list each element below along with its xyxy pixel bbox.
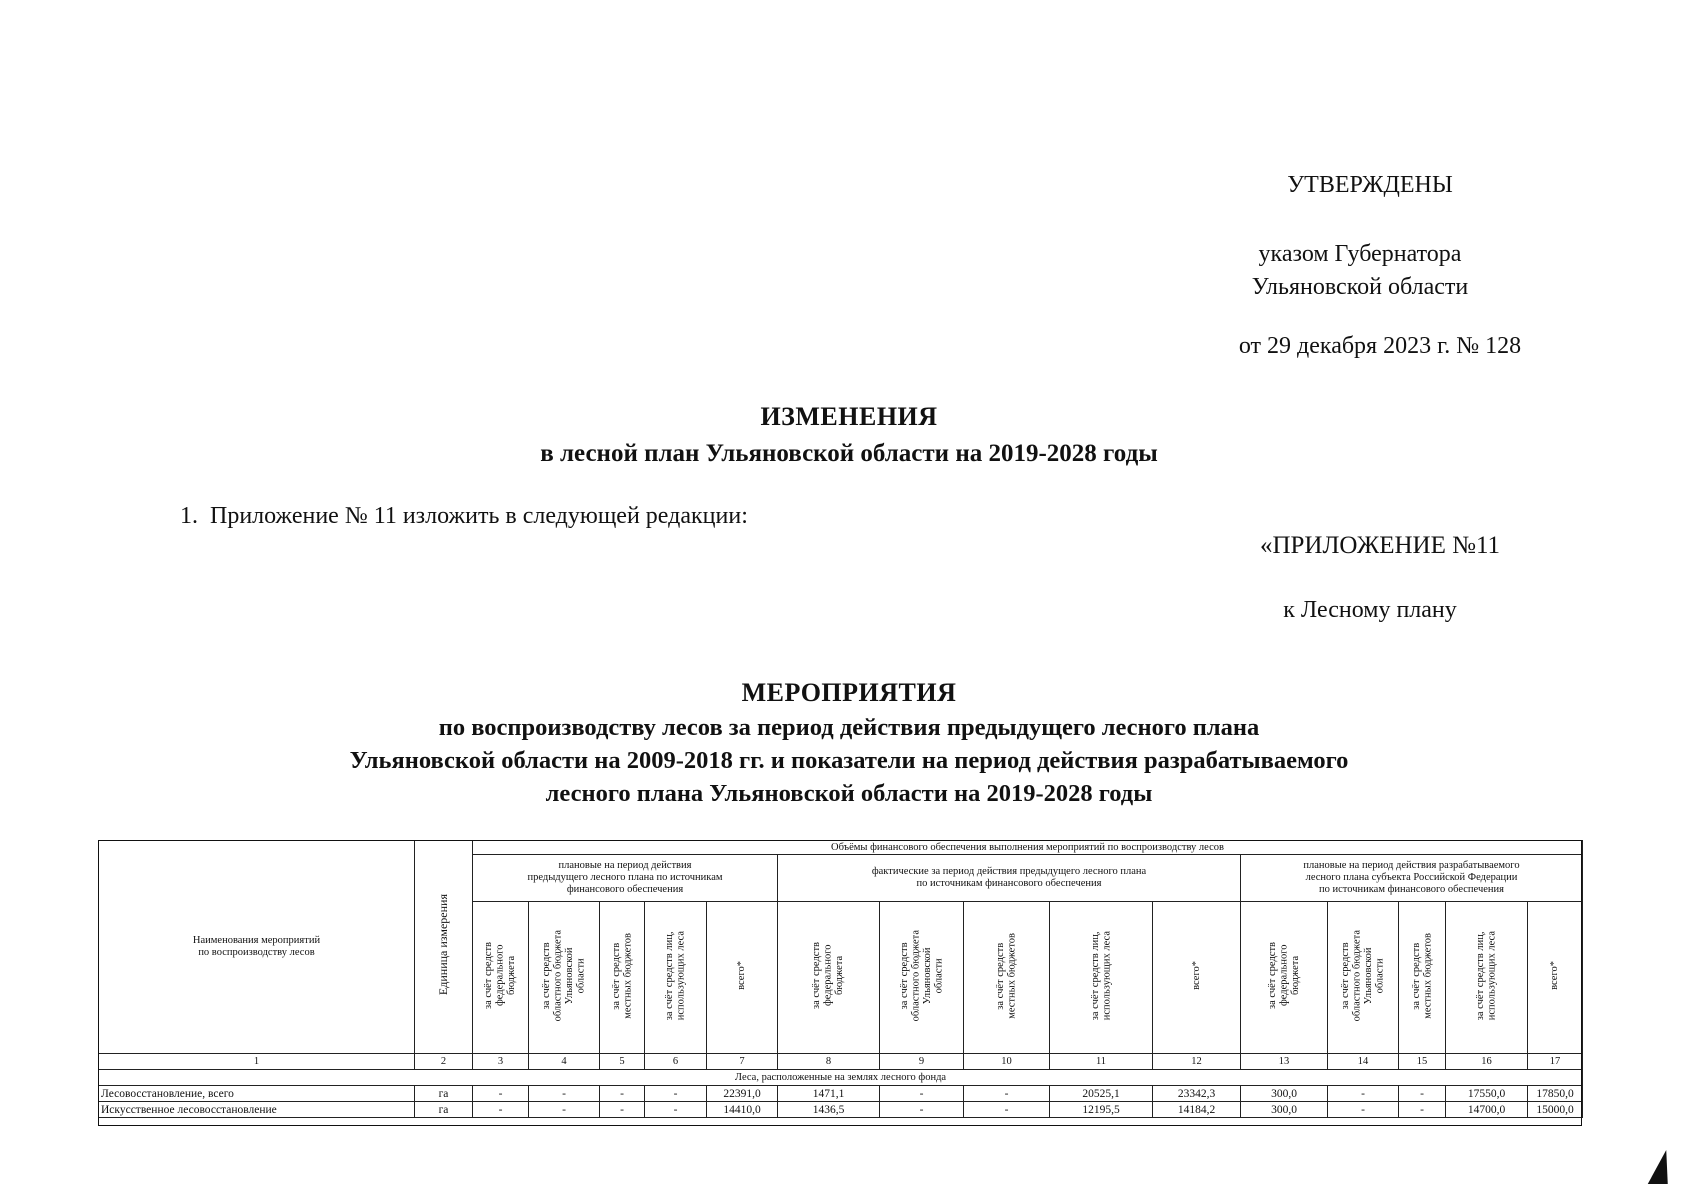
- col-number: 15: [1399, 1054, 1446, 1070]
- measures-title: МЕРОПРИЯТИЯ: [741, 678, 957, 707]
- header-col-7: всего*: [707, 902, 778, 1054]
- cell: 20525,1: [1050, 1086, 1153, 1102]
- col-number: 4: [529, 1054, 600, 1070]
- col-number: 9: [880, 1054, 964, 1070]
- row-unit: га: [415, 1102, 473, 1118]
- header-col-10: за счёт средств местных бюджетов: [964, 902, 1050, 1054]
- header-group-planned-new: плановые на период действия разрабатываемого лесного плана субъекта Российской Федерации по источникам финансового обеспечения: [1241, 855, 1583, 902]
- header-col-4: за счёт средств областного бюджета Ульяновской области: [529, 902, 600, 1054]
- col-number: 13: [1241, 1054, 1328, 1070]
- cell: 14410,0: [707, 1102, 778, 1118]
- appendix-to-forest-plan: к Лесному плану: [1283, 597, 1457, 623]
- cell: 14700,0: [1446, 1102, 1528, 1118]
- col-number: 10: [964, 1054, 1050, 1070]
- cell: -: [964, 1086, 1050, 1102]
- decree-line-2: Ульяновской области: [1251, 274, 1469, 300]
- header-col-13: за счёт средств федерального бюджета: [1241, 902, 1328, 1054]
- col-number: 5: [600, 1054, 645, 1070]
- table-row: [99, 1102, 1583, 1118]
- header-col-3: за счёт средств федерального бюджета: [473, 902, 529, 1054]
- decree-line-1: указом Губернатора: [1258, 241, 1462, 267]
- header-col-17: всего*: [1528, 902, 1583, 1054]
- cell: 17850,0: [1528, 1086, 1583, 1102]
- table-row: [99, 1086, 1583, 1102]
- measures-subtitle-line-3: лесного плана Ульяновской области на 2019-2028 годы: [545, 780, 1153, 807]
- appendix-label: «ПРИЛОЖЕНИЕ №11: [1259, 532, 1501, 559]
- header-col-8: за счёт средств федерального бюджета: [778, 902, 880, 1054]
- cell: -: [473, 1086, 529, 1102]
- col-number: 12: [1153, 1054, 1241, 1070]
- col-number: 3: [473, 1054, 529, 1070]
- cell: -: [1399, 1102, 1446, 1118]
- cell: -: [880, 1086, 964, 1102]
- measures-table: [98, 840, 1583, 1118]
- cell: 22391,0: [707, 1086, 778, 1102]
- col-number: 14: [1328, 1054, 1399, 1070]
- header-col-12: всего*: [1153, 902, 1241, 1054]
- header-col-5: за счёт средств местных бюджетов: [600, 902, 645, 1054]
- cell: -: [1328, 1102, 1399, 1118]
- header-col-14: за счёт средств областного бюджета Ульяновской области: [1328, 902, 1399, 1054]
- cell: -: [1328, 1086, 1399, 1102]
- cell: -: [880, 1102, 964, 1118]
- cell: 17550,0: [1446, 1086, 1528, 1102]
- decree-reference: [1210, 238, 1510, 304]
- row-unit: га: [415, 1086, 473, 1102]
- cell: -: [529, 1102, 600, 1118]
- header-col-16: за счёт средств лиц, использующих леса: [1446, 902, 1528, 1054]
- header-group-actual-previous: фактические за период действия предыдущего лесного плана по источникам финансового обеспечения: [778, 855, 1241, 902]
- header-col-15: за счёт средств местных бюджетов: [1399, 902, 1446, 1054]
- cell: -: [473, 1102, 529, 1118]
- cell: -: [529, 1086, 600, 1102]
- header-unit-label: Единица измерения: [435, 894, 450, 996]
- header-col-11: за счёт средств лиц, использующих леса: [1050, 902, 1153, 1054]
- col-number: 8: [778, 1054, 880, 1070]
- cell: -: [964, 1102, 1050, 1118]
- col-number: 16: [1446, 1054, 1528, 1070]
- cell: 300,0: [1241, 1102, 1328, 1118]
- cell: 300,0: [1241, 1086, 1328, 1102]
- document-subtitle: в лесной план Ульяновской области на 2019-2028 годы: [540, 440, 1158, 467]
- col-number: 2: [415, 1054, 473, 1070]
- col-number: 6: [645, 1054, 707, 1070]
- approved-heading: УТВЕРЖДЕНЫ: [1287, 172, 1453, 198]
- col-number: 17: [1528, 1054, 1583, 1070]
- header-col-6: за счёт средств лиц, использующих леса: [645, 902, 707, 1054]
- cell: -: [645, 1102, 707, 1118]
- header-unit: [415, 841, 473, 1054]
- scan-corner-mark: [1648, 1150, 1676, 1184]
- document-title: ИЗМЕНЕНИЯ: [760, 402, 938, 431]
- cell: 14184,2: [1153, 1102, 1241, 1118]
- cell: -: [600, 1086, 645, 1102]
- column-numbers-row: [99, 1054, 1583, 1070]
- cell: 15000,0: [1528, 1102, 1583, 1118]
- decree-date: от 29 декабря 2023 г. № 128: [1238, 333, 1522, 359]
- header-volumes: Объёмы финансового обеспечения выполнения мероприятий по воспроизводству лесов: [473, 841, 1583, 855]
- header-activity-name: Наименования мероприятий по воспроизводству лесов: [99, 841, 415, 1054]
- cell: -: [600, 1102, 645, 1118]
- section-forest-fund-lands: Леса, расположенные на землях лесного фонда: [99, 1070, 1583, 1086]
- col-number: 1: [99, 1054, 415, 1070]
- col-number: 7: [707, 1054, 778, 1070]
- cell: -: [1399, 1086, 1446, 1102]
- row-name: Лесовосстановление, всего: [99, 1086, 415, 1102]
- cell: 1436,5: [778, 1102, 880, 1118]
- header-group-planned-previous: плановые на период действия предыдущего лесного плана по источникам финансового обеспечения: [473, 855, 778, 902]
- item-1-text: 1. Приложение № 11 изложить в следующей редакции:: [180, 503, 748, 529]
- cell: 23342,3: [1153, 1086, 1241, 1102]
- cell: 12195,5: [1050, 1102, 1153, 1118]
- header-col-9: за счёт средств областного бюджета Ульяновской области: [880, 902, 964, 1054]
- measures-subtitle-line-1: по воспроизводству лесов за период действия предыдущего лесного плана: [438, 714, 1260, 741]
- measures-subtitle-line-2: Ульяновской области на 2009-2018 гг. и показатели на период действия разрабатываемого: [349, 747, 1349, 774]
- cell: 1471,1: [778, 1086, 880, 1102]
- col-number: 11: [1050, 1054, 1153, 1070]
- cell: -: [645, 1086, 707, 1102]
- row-name: Искусственное лесовосстановление: [99, 1102, 415, 1118]
